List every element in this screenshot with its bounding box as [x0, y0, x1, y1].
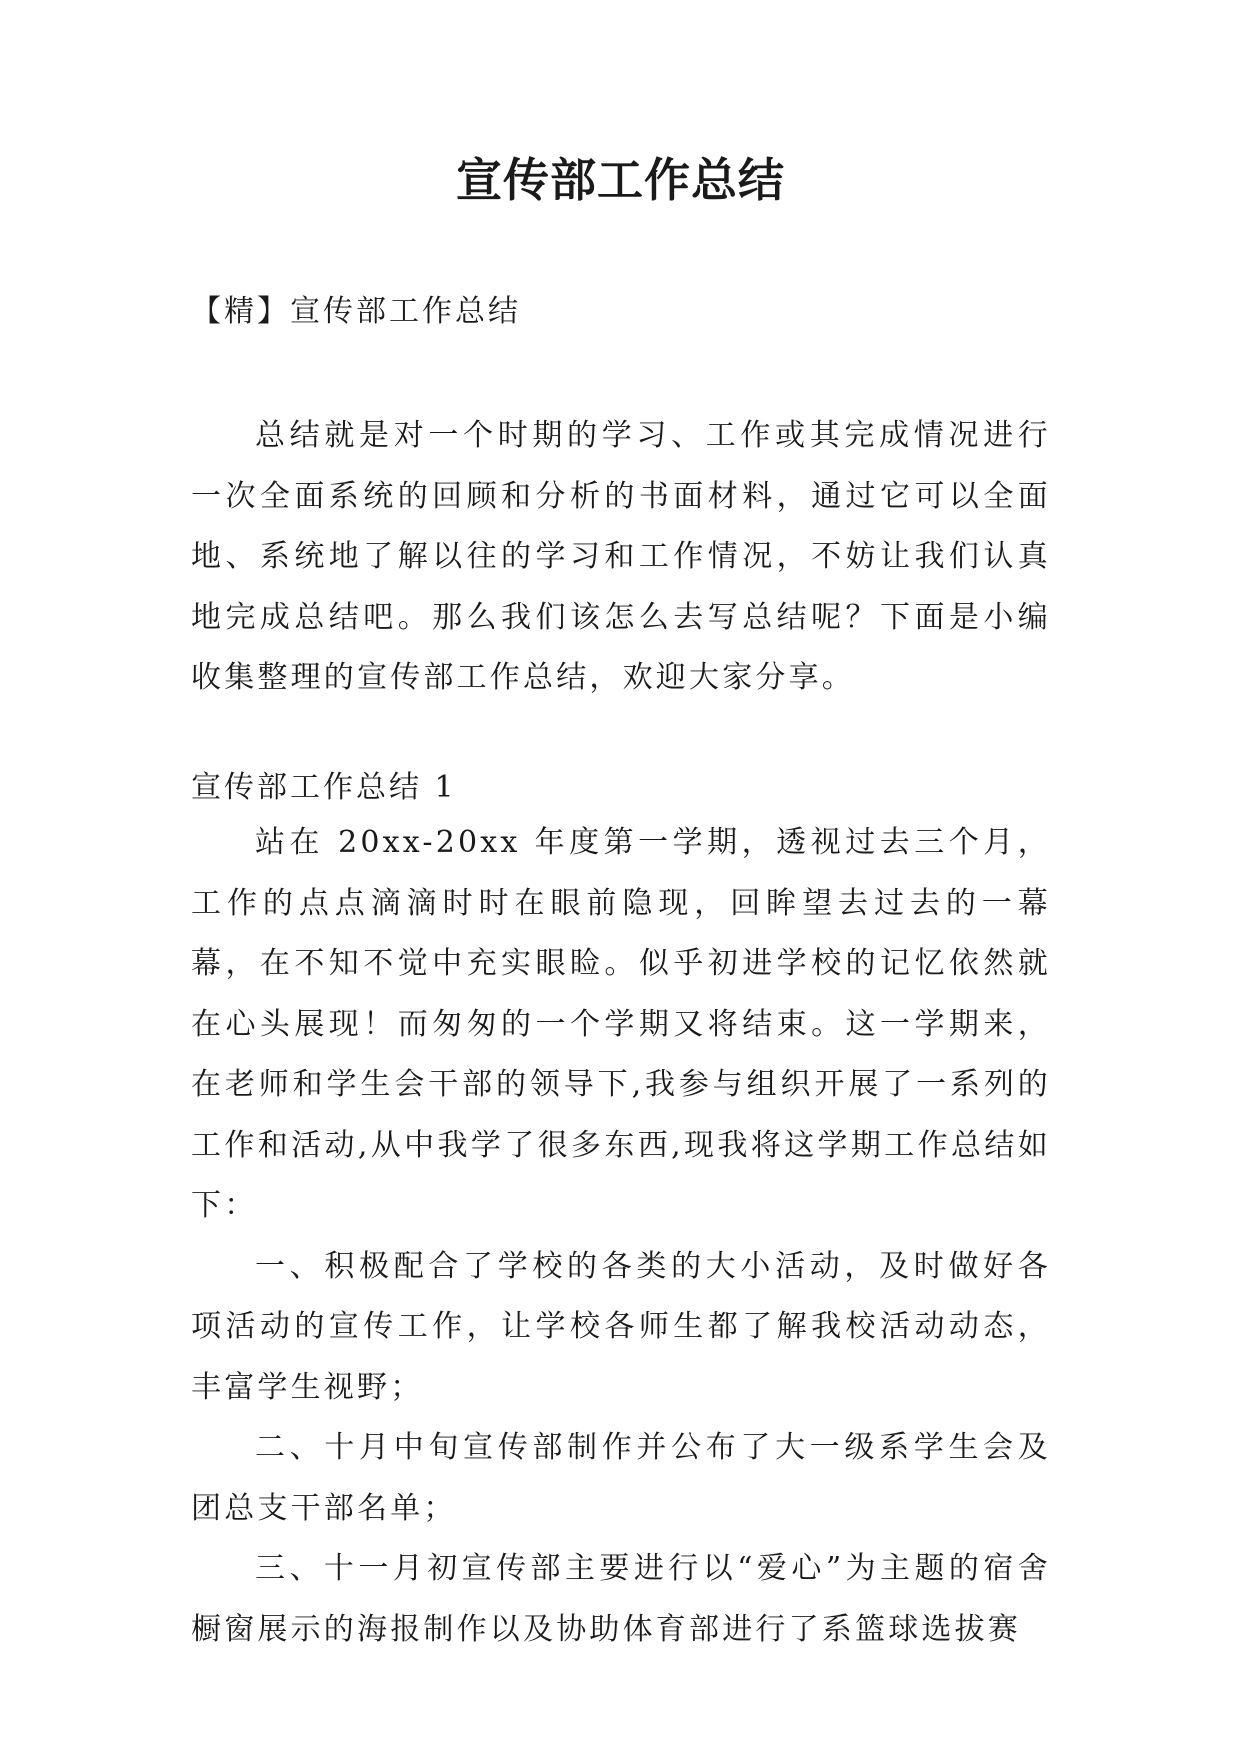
body-paragraph: 站在 20xx-20xx 年度第一学期，透视过去三个月，工作的点点滴滴时时在眼前隐现，回眸望去过去的一幕幕，在不知不觉中充实眼睑。似乎初进学校的记忆依然就在心头展现！而匆匆的一个学期又将结束。这一学期来，在老师和学生会干部的领导下,我参与组织开展了一系列的工作和活动,从中我学了很多东西,现我将这学期工作总结如下： [191, 825, 1051, 1223]
body-paragraph: 二、十月中旬宣传部制作并公布了大一级系学生会及团总支干部名单； [191, 1430, 1051, 1526]
intro-paragraph: 总结就是对一个时期的学习、工作或其完成情况进行一次全面系统的回顾和分析的书面材料，通过它可以全面地、系统地了解以往的学习和工作情况，不妨让我们认真地完成总结吧。那么我们该怎么去写总结呢？下面是小编收集整理的宣传部工作总结，欢迎大家分享。 [191, 418, 1051, 695]
section-heading: 宣传部工作总结 1 [191, 770, 457, 805]
document-title: 宣传部工作总结 [456, 153, 785, 207]
document-subtitle: 【精】宣传部工作总结 [191, 294, 521, 329]
body-paragraph: 一、积极配合了学校的各类的大小活动，及时做好各项活动的宣传工作，让学校各师生都了解我校活动动态，丰富学生视野； [191, 1248, 1051, 1405]
body-paragraph: 三、十一月初宣传部主要进行以“爱心”为主题的宿舍橱窗展示的海报制作以及协助体育部进行了系篮球选拔赛 [191, 1551, 1051, 1647]
body-section [191, 813, 1051, 1660]
intro-section [191, 406, 1051, 709]
